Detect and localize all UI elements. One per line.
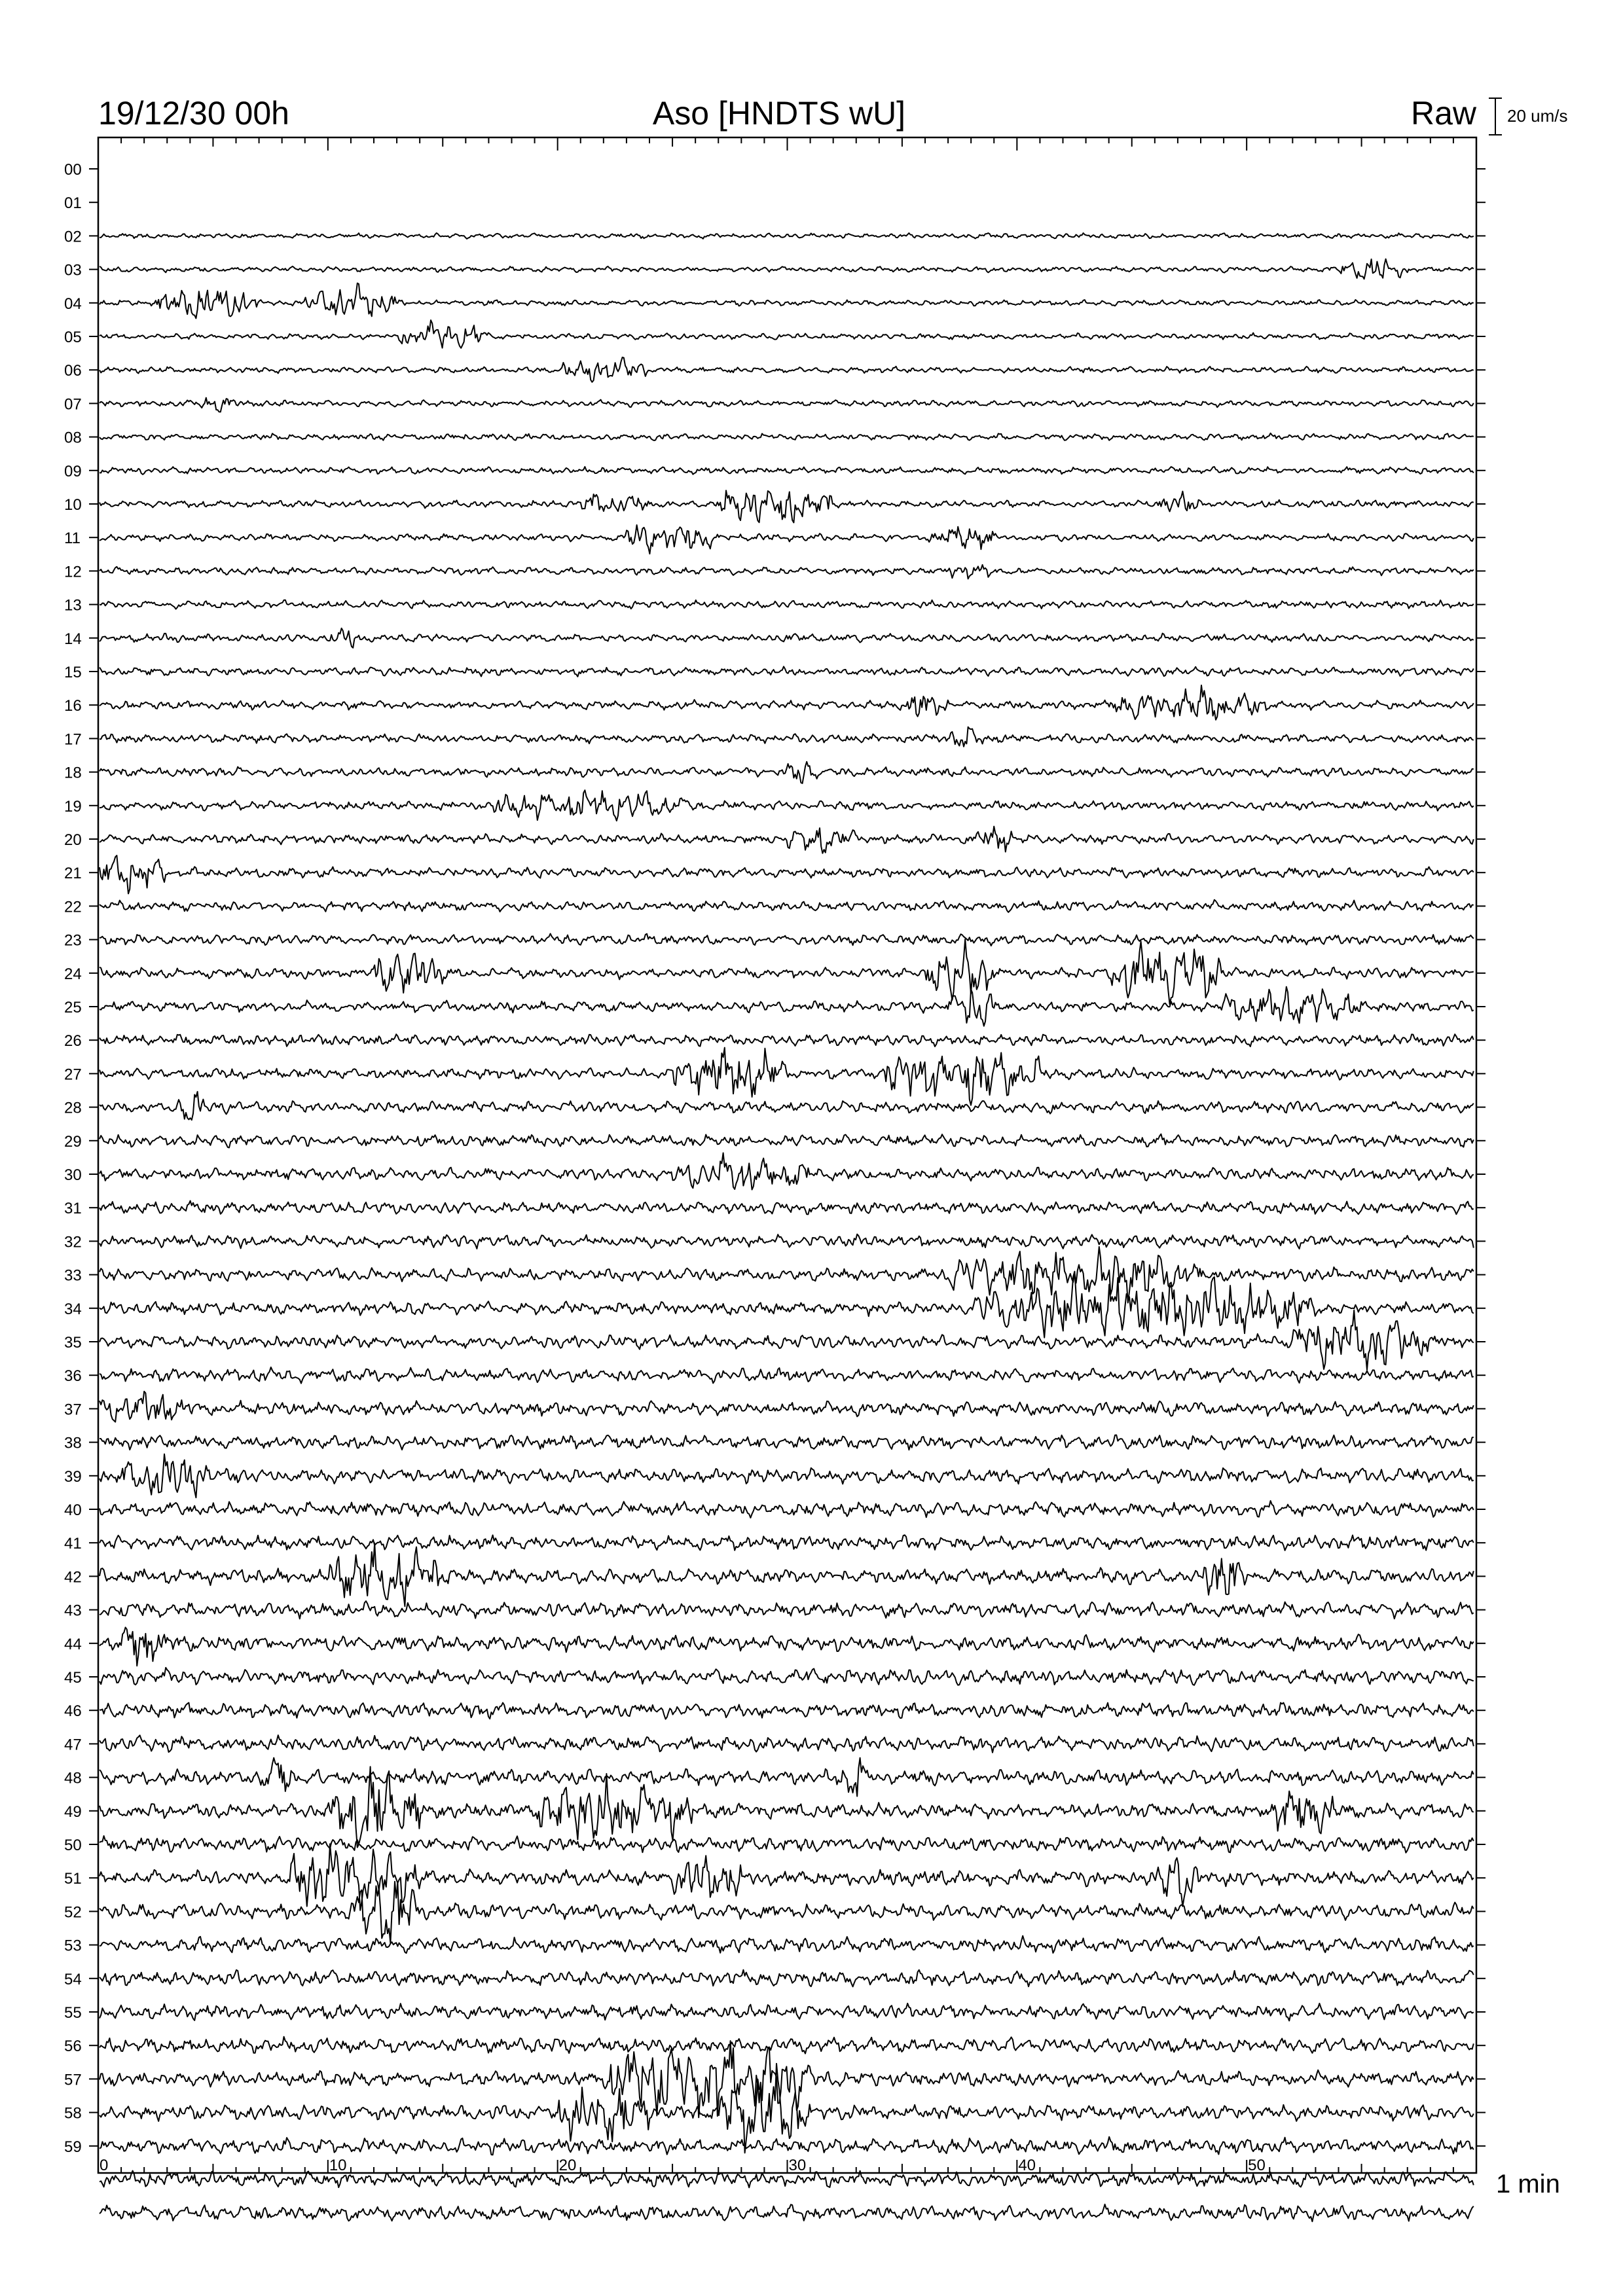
trace-row <box>100 1543 1474 1607</box>
trace-row <box>100 320 1474 348</box>
row-label-46: 46 <box>64 1702 82 1721</box>
row-label-36: 36 <box>64 1367 82 1386</box>
trace-row <box>100 1535 1474 1551</box>
trace-row <box>100 2204 1474 2221</box>
datetime-title: 19/12/30 00h <box>98 95 289 132</box>
trace-row <box>100 1936 1474 1954</box>
row-label-39: 39 <box>64 1467 82 1486</box>
trace-row <box>100 939 1474 1005</box>
row-label-59: 59 <box>64 2138 82 2156</box>
row-label-47: 47 <box>64 1736 82 1754</box>
row-label-06: 06 <box>64 362 82 380</box>
trace-row <box>100 433 1474 440</box>
row-label-38: 38 <box>64 1434 82 1452</box>
row-label-50: 50 <box>64 1837 82 1854</box>
mode-label: Raw <box>1410 95 1476 132</box>
row-label-52: 52 <box>64 1903 82 1922</box>
row-label-08: 08 <box>64 429 82 447</box>
trace-row <box>100 1601 1474 1619</box>
row-label-27: 27 <box>64 1066 82 1084</box>
trace-row <box>100 233 1474 239</box>
trace-row <box>100 1844 1474 1910</box>
trace-row <box>100 1836 1474 1853</box>
row-label-00: 00 <box>64 161 82 179</box>
trace-row <box>100 685 1474 720</box>
trace-row <box>100 855 1474 893</box>
row-label-45: 45 <box>64 1669 82 1687</box>
trace-row <box>100 525 1474 554</box>
x-tick-label-40: 40 <box>1018 2157 1036 2174</box>
row-label-44: 44 <box>64 1635 82 1653</box>
trace-row <box>100 357 1474 382</box>
x-tick-label-30: 30 <box>788 2157 807 2174</box>
row-label-10: 10 <box>64 496 82 514</box>
row-label-23: 23 <box>64 931 82 950</box>
row-label-26: 26 <box>64 1032 82 1050</box>
trace-row <box>100 1201 1474 1215</box>
trace-row <box>100 2064 1474 2153</box>
row-label-20: 20 <box>64 831 82 849</box>
trace-row <box>100 1501 1474 1518</box>
x-tick-label-20: 20 <box>558 2157 577 2174</box>
trace-row <box>100 1435 1474 1450</box>
trace-row <box>100 1272 1474 1338</box>
trace-row <box>100 762 1474 783</box>
row-label-56: 56 <box>64 2037 82 2056</box>
station-title: Aso [HNDTS wU] <box>652 95 906 132</box>
row-label-18: 18 <box>64 764 82 782</box>
row-label-07: 07 <box>64 395 82 414</box>
plot-frame <box>98 137 1476 2173</box>
trace-row <box>100 827 1474 853</box>
row-label-16: 16 <box>64 697 82 715</box>
row-label-57: 57 <box>64 2071 82 2089</box>
x-tick-label-50: 50 <box>1248 2157 1266 2174</box>
trace-row <box>100 790 1474 821</box>
trace-row <box>100 565 1474 579</box>
row-label-12: 12 <box>64 563 82 581</box>
trace-row <box>100 1034 1474 1047</box>
x-tick-label-10: 10 <box>329 2157 347 2174</box>
row-label-05: 05 <box>64 329 82 346</box>
trace-row <box>100 987 1474 1026</box>
row-label-03: 03 <box>64 261 82 279</box>
trace-row <box>100 1391 1474 1422</box>
row-label-25: 25 <box>64 999 82 1016</box>
trace-row <box>100 398 1474 412</box>
amplitude-scale-bar <box>1489 98 1568 135</box>
row-label-21: 21 <box>64 865 82 883</box>
row-label-09: 09 <box>64 462 82 480</box>
row-labels <box>64 161 82 2156</box>
trace-row <box>100 1627 1474 1666</box>
row-label-54: 54 <box>64 1970 82 1988</box>
x-tick-labels <box>100 2157 1266 2174</box>
trace-row <box>100 490 1474 522</box>
trace-row <box>100 2041 1474 2117</box>
trace-row <box>100 1048 1474 1105</box>
row-label-29: 29 <box>64 1132 82 1151</box>
row-label-11: 11 <box>64 529 81 548</box>
trace-row <box>100 727 1474 747</box>
trace-row <box>100 1367 1474 1384</box>
row-label-42: 42 <box>64 1568 82 1587</box>
row-label-51: 51 <box>64 1870 82 1888</box>
row-label-32: 32 <box>64 1233 82 1251</box>
trace-row <box>100 2137 1474 2155</box>
row-label-33: 33 <box>64 1266 82 1285</box>
row-label-04: 04 <box>64 295 82 313</box>
row-label-22: 22 <box>64 898 82 916</box>
row-label-37: 37 <box>64 1401 82 1419</box>
trace-row <box>100 1234 1474 1249</box>
row-label-31: 31 <box>64 1200 82 1218</box>
trace-row <box>100 283 1474 319</box>
trace-row <box>100 2037 1474 2054</box>
row-label-24: 24 <box>64 965 82 983</box>
row-label-53: 53 <box>64 1937 82 1955</box>
seismic-traces <box>100 233 1474 2221</box>
row-label-13: 13 <box>64 596 82 615</box>
row-label-15: 15 <box>64 664 82 681</box>
row-label-14: 14 <box>64 630 82 648</box>
trace-row <box>100 1970 1474 1987</box>
trace-row <box>100 1758 1474 1797</box>
x-unit-label: 1 min <box>1496 2170 1560 2198</box>
row-label-28: 28 <box>64 1099 82 1117</box>
row-label-55: 55 <box>64 2004 82 2022</box>
row-label-35: 35 <box>64 1334 82 1352</box>
row-label-17: 17 <box>64 730 82 749</box>
axis-ticks <box>89 137 1486 2173</box>
trace-row <box>100 1153 1474 1190</box>
trace-row <box>100 1767 1474 1847</box>
trace-row <box>100 1668 1474 1685</box>
row-label-19: 19 <box>64 797 82 816</box>
row-label-49: 49 <box>64 1803 82 1821</box>
row-label-34: 34 <box>64 1300 82 1318</box>
trace-row <box>100 2003 1474 2021</box>
trace-row <box>100 1735 1474 1753</box>
trace-row <box>100 628 1474 648</box>
row-label-30: 30 <box>64 1166 82 1184</box>
trace-row <box>100 1134 1474 1148</box>
trace-row <box>100 900 1474 912</box>
row-label-43: 43 <box>64 1602 82 1620</box>
trace-row <box>100 600 1474 609</box>
trace-row <box>100 666 1474 676</box>
row-label-01: 01 <box>64 194 82 213</box>
amplitude-scale-label: 20 um/s <box>1507 106 1568 126</box>
x-tick-label-0: 0 <box>100 2157 109 2174</box>
row-label-58: 58 <box>64 2104 82 2123</box>
row-label-41: 41 <box>64 1535 82 1553</box>
row-label-48: 48 <box>64 1769 82 1787</box>
trace-row <box>100 934 1474 946</box>
trace-row <box>100 1454 1474 1498</box>
trace-row <box>100 1092 1474 1120</box>
row-label-02: 02 <box>64 228 82 246</box>
trace-row <box>100 1703 1474 1719</box>
row-label-40: 40 <box>64 1501 82 1519</box>
trace-row <box>100 259 1474 279</box>
trace-row <box>100 1310 1474 1370</box>
trace-row <box>100 467 1474 475</box>
